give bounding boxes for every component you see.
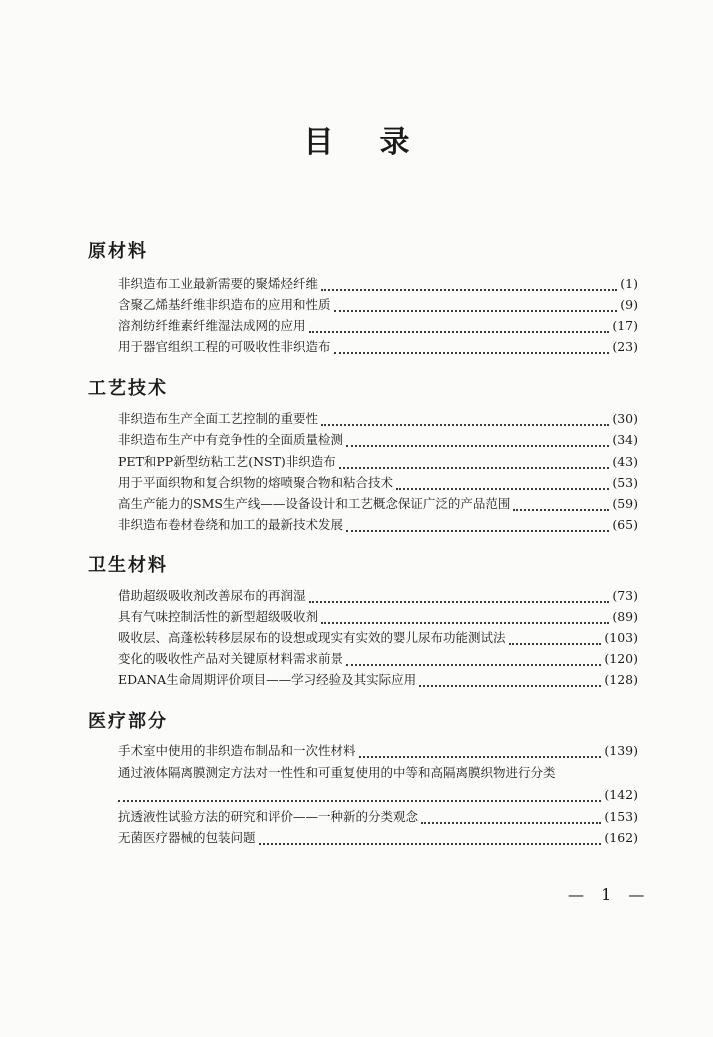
entry-title: 手术室中使用的非织造布制品和一次性材料 bbox=[118, 743, 356, 758]
leader-dots bbox=[396, 476, 609, 490]
toc-entry[interactable] bbox=[118, 316, 638, 336]
leader-dots bbox=[259, 831, 602, 845]
entry-page: (128) bbox=[604, 672, 638, 687]
entry-page: (89) bbox=[612, 609, 638, 624]
entry-page: (153) bbox=[604, 809, 638, 824]
entry-title: 非织造布生产中有竞争性的全面质量检测 bbox=[118, 432, 344, 447]
leader-dots bbox=[513, 497, 609, 511]
entry-title: 溶剂纺纤维素纤维湿法成网的应用 bbox=[118, 318, 306, 333]
toc-entry[interactable] bbox=[118, 452, 638, 472]
entry-page: (43) bbox=[612, 454, 638, 469]
entry-title: 非织造布卷材卷绕和加工的最新技术发展 bbox=[118, 517, 344, 532]
toc-entry[interactable] bbox=[118, 586, 638, 606]
entry-page: (65) bbox=[612, 517, 638, 532]
toc-entry[interactable] bbox=[118, 337, 638, 357]
leader-dots bbox=[419, 673, 601, 687]
toc-entry[interactable] bbox=[118, 763, 638, 805]
leader-dots bbox=[321, 277, 617, 291]
toc-entry[interactable] bbox=[118, 295, 638, 315]
entry-page: (17) bbox=[612, 318, 638, 333]
leader-dots bbox=[359, 744, 602, 758]
leader-dots bbox=[346, 433, 609, 447]
leader-dots bbox=[321, 412, 609, 426]
entry-page: (23) bbox=[612, 339, 638, 354]
toc-entry[interactable] bbox=[118, 741, 638, 761]
leader-dots bbox=[118, 788, 601, 802]
section-heading: 工艺技术 bbox=[88, 378, 168, 399]
leader-dots bbox=[334, 340, 610, 354]
toc-entry[interactable] bbox=[118, 607, 638, 627]
entry-title: 通过液体隔离膜测定方法对一性性和可重复使用的中等和高隔离膜织物进行分类 bbox=[118, 765, 556, 780]
leader-dots bbox=[346, 518, 609, 532]
entry-title: 含聚乙烯基纤维非织造布的应用和性质 bbox=[118, 297, 331, 312]
leader-dots bbox=[509, 631, 602, 645]
entry-title: 非织造布生产全面工艺控制的重要性 bbox=[118, 411, 319, 426]
entry-page: (30) bbox=[612, 411, 638, 426]
section-heading: 原材料 bbox=[88, 241, 148, 262]
toc-entry[interactable] bbox=[118, 649, 638, 669]
leader-dots bbox=[334, 298, 618, 312]
entry-title: 抗透液性试验方法的研究和评价——一种新的分类观念 bbox=[118, 809, 419, 824]
leader-dots bbox=[309, 319, 610, 333]
toc-entry[interactable] bbox=[118, 274, 638, 294]
entry-title: 高生产能力的SMS生产线——设备设计和工艺概念保证广泛的产品范围 bbox=[118, 496, 511, 511]
toc-entry[interactable] bbox=[118, 494, 638, 514]
entry-page: (162) bbox=[604, 830, 638, 845]
entry-page: (139) bbox=[604, 743, 638, 758]
leader-dots bbox=[321, 610, 609, 624]
entry-title: 用于器官组织工程的可吸收性非织造布 bbox=[118, 339, 331, 354]
entry-page: (34) bbox=[612, 432, 638, 447]
entry-page: (9) bbox=[620, 297, 638, 312]
toc-entry[interactable] bbox=[118, 670, 638, 690]
entry-title: 非织造布工业最新需要的聚烯烃纤维 bbox=[118, 276, 319, 291]
entry-page: (120) bbox=[604, 651, 638, 666]
toc-entry[interactable] bbox=[118, 628, 638, 648]
toc-entry[interactable] bbox=[118, 409, 638, 429]
entry-page: (53) bbox=[612, 475, 638, 490]
entry-title: 吸收层、高蓬松转移层尿布的设想或现实有实效的婴儿尿布功能测试法 bbox=[118, 630, 506, 645]
entry-title: EDANA生命周期评价项目——学习经验及其实际应用 bbox=[118, 672, 417, 687]
page-number: — 1 — bbox=[568, 885, 651, 904]
page-title: 目录 bbox=[303, 125, 456, 160]
entry-title: 无菌医疗器械的包装问题 bbox=[118, 830, 256, 845]
entry-title: PET和PP新型纺粘工艺(NST)非织造布 bbox=[118, 454, 336, 469]
entry-title: 具有气味控制活性的新型超级吸收剂 bbox=[118, 609, 319, 624]
leader-dots bbox=[309, 589, 610, 603]
entry-page: (73) bbox=[612, 588, 638, 603]
entry-page: (142) bbox=[604, 787, 638, 802]
leader-dots bbox=[421, 810, 601, 824]
entry-page: (103) bbox=[604, 630, 638, 645]
toc-entry[interactable] bbox=[118, 430, 638, 450]
section-heading: 卫生材料 bbox=[88, 555, 168, 576]
entry-title: 用于平面织物和复合织物的熔喷聚合物和粘合技术 bbox=[118, 475, 394, 490]
entry-page: (59) bbox=[612, 496, 638, 511]
entry-title: 变化的吸收性产品对关键原材料需求前景 bbox=[118, 651, 344, 666]
entry-title: 借助超级吸收剂改善尿布的再润湿 bbox=[118, 588, 306, 603]
entry-page: (1) bbox=[620, 276, 638, 291]
section-heading: 医疗部分 bbox=[88, 711, 168, 732]
toc-entry[interactable] bbox=[118, 473, 638, 493]
leader-dots bbox=[346, 652, 601, 666]
toc-entry[interactable] bbox=[118, 807, 638, 827]
leader-dots bbox=[339, 455, 610, 469]
toc-entry[interactable] bbox=[118, 515, 638, 535]
toc-entry[interactable] bbox=[118, 828, 638, 848]
